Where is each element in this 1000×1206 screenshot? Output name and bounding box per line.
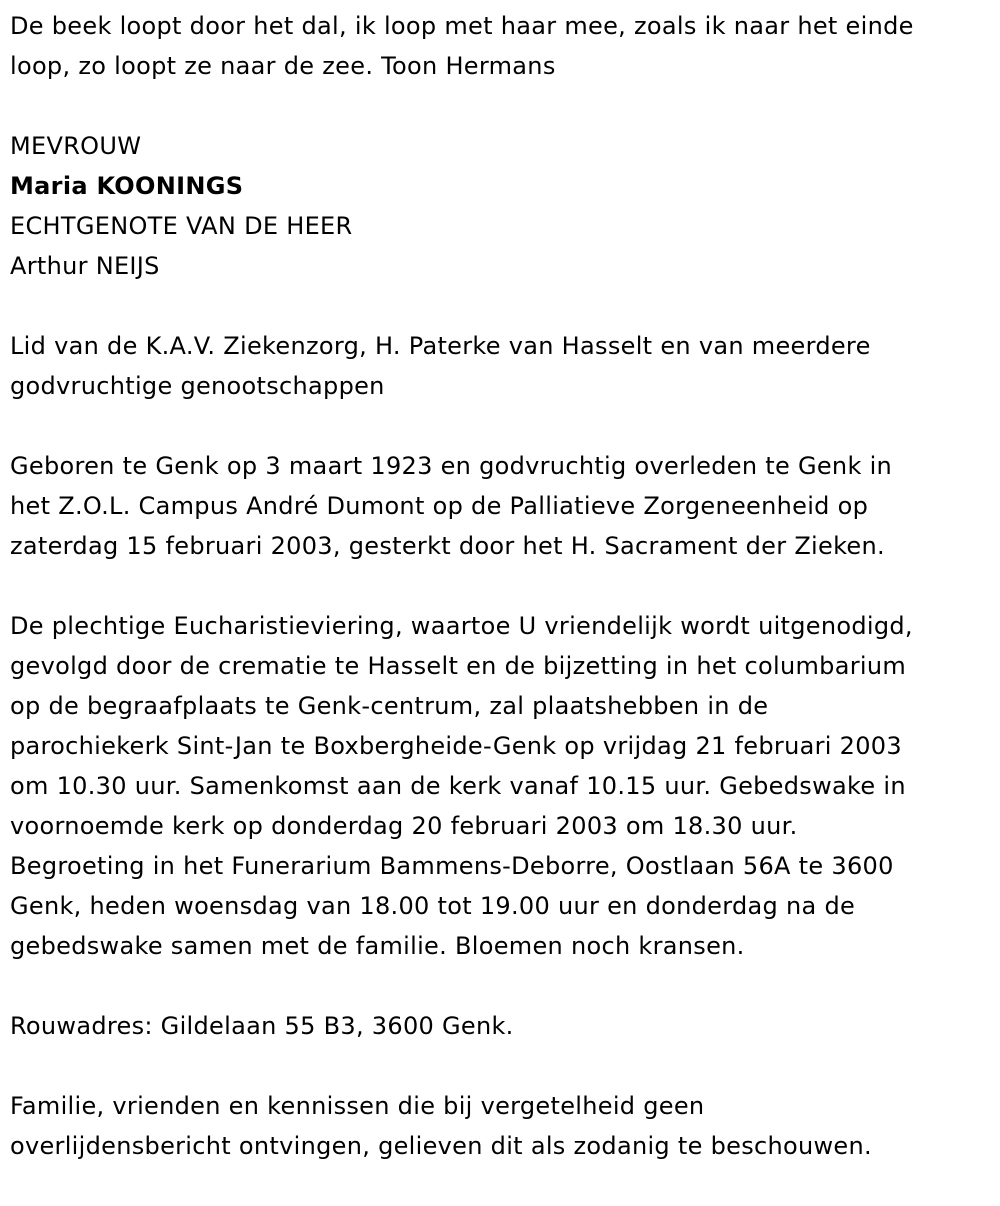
deceased-block — [10, 126, 990, 286]
ceremony-line: voornoemde kerk op donderdag 20 februari 2003 om 18.30 uur. — [10, 812, 798, 840]
deceased-name: Maria KOONINGS — [10, 172, 244, 200]
closing-line: Familie, vrienden en kennissen die bij vergetelheid geen — [10, 1092, 705, 1120]
birth-death-line: het Z.O.L. Campus André Dumont op de Palliatieve Zorgeneenheid op — [10, 492, 869, 520]
paragraph-spacer — [10, 966, 990, 1006]
birth-death-paragraph — [10, 446, 990, 566]
address-paragraph — [10, 1006, 990, 1046]
paragraph-spacer — [10, 1046, 990, 1086]
membership-line: godvruchtige genootschappen — [10, 372, 385, 400]
paragraph-spacer — [10, 406, 990, 446]
ceremony-paragraph — [10, 606, 990, 966]
paragraph-spacer — [10, 86, 990, 126]
closing-paragraph — [10, 1086, 990, 1166]
birth-death-line: Geboren te Genk op 3 maart 1923 en godvruchtig overleden te Genk in — [10, 452, 893, 480]
quote-paragraph — [10, 6, 990, 86]
quote-line: loop, zo loopt ze naar de zee. Toon Hermans — [10, 52, 556, 80]
mourning-address: Rouwadres: Gildelaan 55 B3, 3600 Genk. — [10, 1012, 514, 1040]
deceased-relation: ECHTGENOTE VAN DE HEER — [10, 212, 353, 240]
closing-line: overlijdensbericht ontvingen, gelieven dit als zodanig te beschouwen. — [10, 1132, 872, 1160]
ceremony-line: op de begraafplaats te Genk-centrum, zal plaatshebben in de — [10, 692, 769, 720]
membership-paragraph — [10, 326, 990, 406]
ceremony-line: Genk, heden woensdag van 18.00 tot 19.00 uur en donderdag na de — [10, 892, 856, 920]
paragraph-spacer — [10, 566, 990, 606]
ceremony-line: Begroeting in het Funerarium Bammens-Deborre, Oostlaan 56A te 3600 — [10, 852, 894, 880]
ceremony-line: parochiekerk Sint-Jan te Boxbergheide-Genk op vrijdag 21 februari 2003 — [10, 732, 902, 760]
birth-death-line: zaterdag 15 februari 2003, gesterkt door het H. Sacrament der Zieken. — [10, 532, 885, 560]
deceased-title: MEVROUW — [10, 132, 142, 160]
ceremony-line: om 10.30 uur. Samenkomst aan de kerk vanaf 10.15 uur. Gebedswake in — [10, 772, 906, 800]
ceremony-line: gevolgd door de crematie te Hasselt en de bijzetting in het columbarium — [10, 652, 907, 680]
paragraph-spacer — [10, 286, 990, 326]
ceremony-line: De plechtige Eucharistieviering, waartoe U vriendelijk wordt uitgenodigd, — [10, 612, 913, 640]
ceremony-line: gebedswake samen met de familie. Bloemen noch kransen. — [10, 932, 745, 960]
spouse-name: Arthur NEIJS — [10, 252, 160, 280]
membership-line: Lid van de K.A.V. Ziekenzorg, H. Paterke van Hasselt en van meerdere — [10, 332, 871, 360]
quote-line: De beek loopt door het dal, ik loop met haar mee, zoals ik naar het einde — [10, 12, 914, 40]
